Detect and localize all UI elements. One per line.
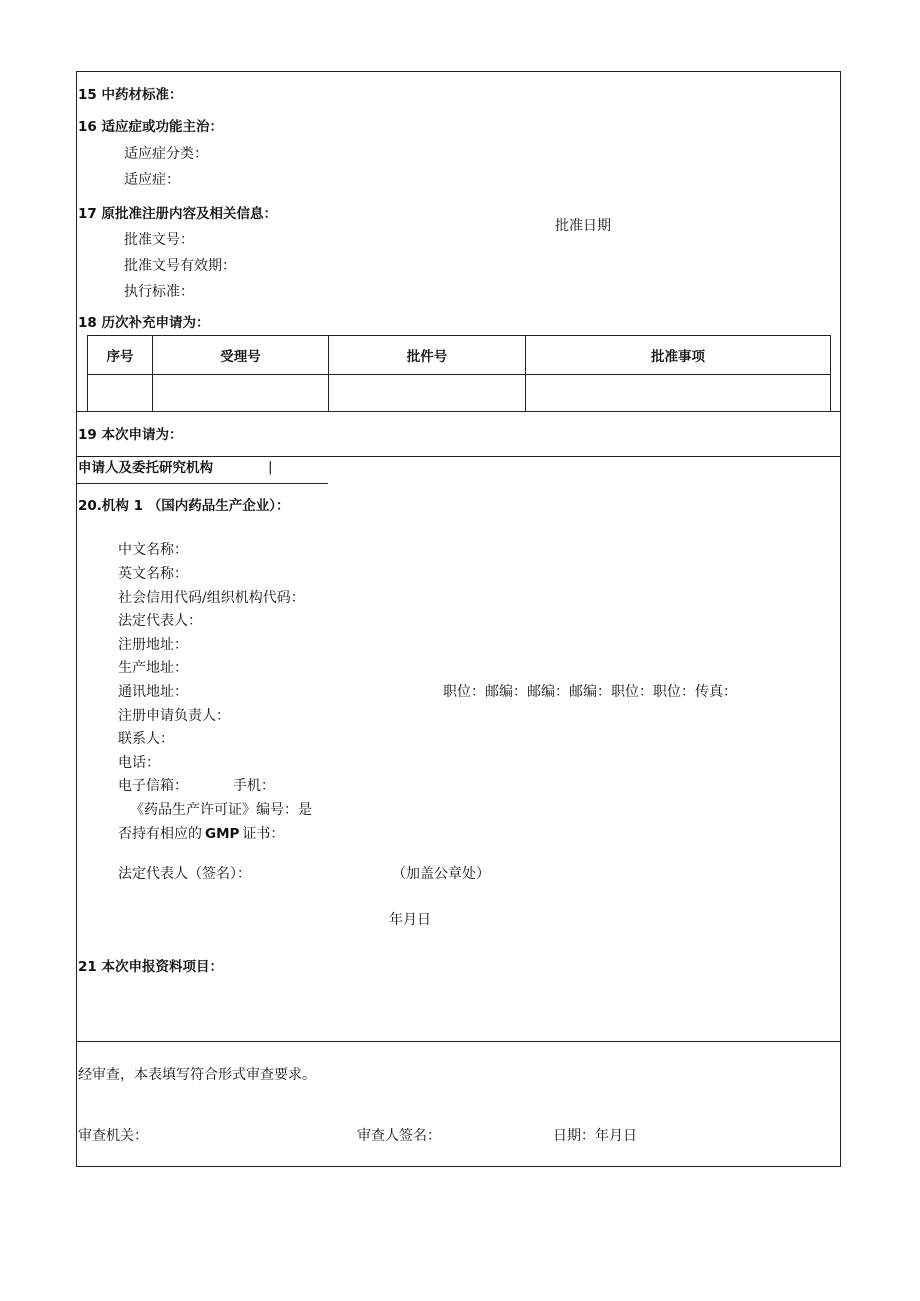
legal-representative-field: 法定代表人： xyxy=(118,613,202,629)
gmp-suffix: 证书： xyxy=(242,826,285,842)
col-header-approval-doc-no: 批件号 xyxy=(329,336,526,375)
chinese-name-field: 中文名称： xyxy=(118,542,188,558)
section-16-label: 16 适应症或功能主治： xyxy=(78,119,223,135)
registration-manager-field: 注册申请负责人： xyxy=(118,708,230,724)
divider xyxy=(76,456,841,457)
credit-code-field: 社会信用代码/组织机构代码： xyxy=(118,590,305,606)
english-name-field: 英文名称： xyxy=(118,566,188,582)
approval-number-field: 批准文号： xyxy=(124,232,194,248)
approval-validity-field: 批准文号有效期： xyxy=(124,258,236,274)
divider xyxy=(76,1041,841,1042)
tab-underline xyxy=(76,483,328,484)
table-cell[interactable] xyxy=(153,375,329,412)
text-cursor: | xyxy=(268,459,273,475)
gmp-text: GMP xyxy=(205,826,240,842)
gmp-certificate-field xyxy=(118,825,284,843)
indication-field: 适应症： xyxy=(124,172,180,188)
reviewer-signature-label: 审查人签名： xyxy=(357,1128,441,1144)
company-seal-label: （加盖公章处） xyxy=(392,866,490,882)
approval-date-label: 批准日期 xyxy=(555,218,611,234)
section-17-label: 17 原批准注册内容及相关信息： xyxy=(78,206,277,222)
email-field: 电子信箱： xyxy=(118,778,188,794)
position-postcode-fax-fields: 职位：邮编：邮编：邮编：职位：职位：传真： xyxy=(443,684,737,700)
table-row xyxy=(88,375,831,412)
table-cell[interactable] xyxy=(526,375,831,412)
production-address-field: 生产地址： xyxy=(118,660,188,676)
applicant-tab-label: 申请人及委托研究机构 xyxy=(78,460,213,476)
phone-field: 电话： xyxy=(118,755,160,771)
gmp-prefix: 否持有相应的 xyxy=(118,826,202,842)
col-header-acceptance-no: 受理号 xyxy=(153,336,329,375)
section-20-label: 20.机构 1 （国内药品生产企业）： xyxy=(78,498,290,514)
execution-standard-field: 执行标准： xyxy=(124,284,194,300)
contact-person-field: 联系人： xyxy=(118,731,174,747)
section-21-label: 21 本次申报资料项目： xyxy=(78,959,223,975)
table-cell[interactable] xyxy=(88,375,153,412)
review-authority-label: 审查机关： xyxy=(78,1128,148,1144)
supplement-history-table xyxy=(87,335,831,412)
section-19-label: 19 本次申请为： xyxy=(78,427,183,443)
section-18-label: 18 历次补充申请为： xyxy=(78,315,210,331)
registered-address-field: 注册地址： xyxy=(118,637,188,653)
review-statement: 经审查，本表填写符合形式审查要求。 xyxy=(78,1067,316,1083)
indication-category-field: 适应症分类： xyxy=(124,146,208,162)
col-header-approval-matter: 批准事项 xyxy=(526,336,831,375)
mobile-field: 手机： xyxy=(233,778,275,794)
table-cell[interactable] xyxy=(329,375,526,412)
mailing-address-field: 通讯地址： xyxy=(118,684,188,700)
production-license-field: 《药品生产许可证》编号：是 xyxy=(130,802,312,818)
divider xyxy=(76,411,841,412)
signature-date-label: 年月日 xyxy=(389,912,431,928)
col-header-seq: 序号 xyxy=(88,336,153,375)
review-date-label: 日期：年月日 xyxy=(553,1128,637,1144)
legal-rep-signature-label: 法定代表人（签名）： xyxy=(118,866,251,882)
section-15-label: 15 中药材标准： xyxy=(78,87,183,103)
